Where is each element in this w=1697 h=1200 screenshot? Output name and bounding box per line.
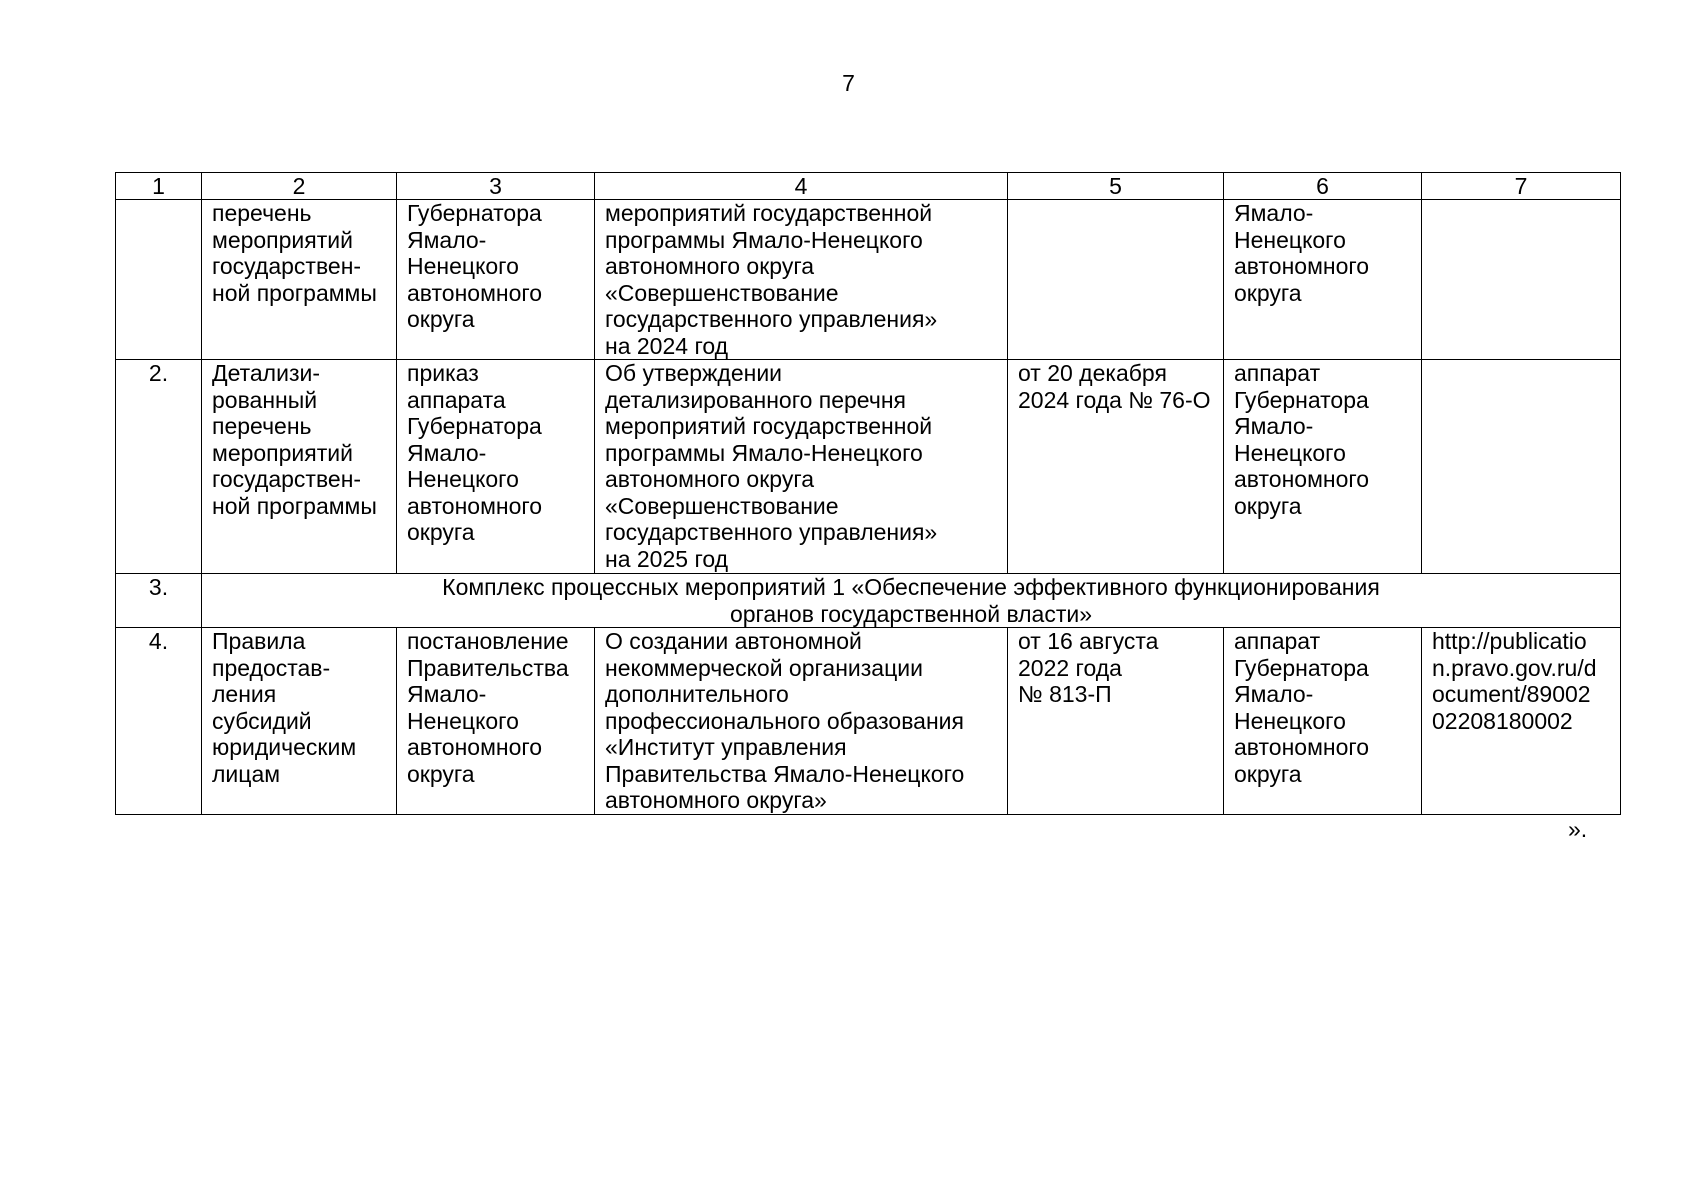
act-title-cell [595, 360, 1008, 574]
cell-line: Губернатора [1234, 386, 1369, 413]
cell-line: профессионального образования [605, 707, 964, 734]
cell-line: автономного округа [605, 253, 814, 279]
act-date-cell [1008, 360, 1224, 574]
cell-line: аппарат [1234, 360, 1321, 386]
document-type-cell [202, 628, 397, 815]
cell-line: Правительства Ямало-Ненецкого [605, 760, 965, 787]
cell-line: автономного [1234, 253, 1370, 279]
document-link-line[interactable]: ocument/89002 [1432, 681, 1591, 707]
cell-line: Правила [212, 628, 306, 654]
cell-line: органов государственной власти» [729, 600, 1093, 627]
cell-line: мероприятий [212, 226, 353, 253]
cell-line: автономного [1234, 734, 1370, 760]
table-row [116, 360, 1621, 574]
document-table [115, 172, 1621, 815]
cell-line: Правительства [407, 654, 569, 681]
cell-line: Ямало- [1234, 200, 1314, 226]
cell-line: детализированного перечня [605, 386, 906, 413]
cell-line: округа [407, 519, 475, 545]
cell-line: 4. [148, 628, 169, 654]
responsible-body-cell [1224, 200, 1422, 360]
cell-line: некоммерческой организации [605, 654, 923, 681]
closing-quote-mark: ». [1568, 816, 1588, 842]
cell-line: Ненецкого [1234, 707, 1346, 734]
cell-line: мероприятий государственной [605, 200, 933, 226]
cell-line: государствен- [212, 466, 362, 492]
column-header-1: 1 [116, 173, 202, 200]
cell-line: от 16 августа [1018, 628, 1159, 654]
cell-line: 2024 года № 76-О [1018, 386, 1211, 413]
cell-line: ной программы [212, 492, 377, 519]
cell-line: лицам [212, 760, 281, 787]
cell-line: Ненецкого [407, 466, 519, 492]
cell-line: округа [407, 760, 475, 787]
cell-line: Губернатора [1234, 654, 1369, 681]
link-cell [1422, 360, 1621, 574]
cell-line: округа [1234, 279, 1302, 306]
act-type-cell [397, 360, 595, 574]
cell-line: Губернатора [407, 413, 542, 439]
cell-line: субсидий [212, 707, 312, 734]
link-cell [1422, 628, 1621, 815]
cell-line: аппарата [407, 386, 506, 413]
section-title-cell [202, 574, 1621, 628]
cell-line: «Институт управления [605, 734, 847, 760]
cell-line: Об утверждении [605, 360, 783, 386]
column-header-5: 5 [1008, 173, 1224, 200]
cell-line: мероприятий государственной [605, 413, 933, 439]
cell-line: государствен- [212, 253, 362, 279]
document-type-cell [202, 200, 397, 360]
cell-line: Ямало- [407, 439, 487, 466]
table-header-row [116, 173, 1621, 200]
cell-line: Ямало- [1234, 681, 1314, 707]
table-row [116, 574, 1621, 628]
column-header-6: 6 [1224, 173, 1422, 200]
cell-line: перечень [212, 200, 312, 226]
cell-line: автономного [407, 279, 543, 306]
cell-line: аппарат [1234, 628, 1321, 654]
document-type-cell [202, 360, 397, 574]
cell-line: автономного [407, 492, 543, 519]
link-cell [1422, 200, 1621, 360]
cell-line: Ненецкого [1234, 439, 1346, 466]
row-number-cell [116, 200, 202, 360]
act-type-cell [397, 628, 595, 815]
row-number-cell [116, 574, 202, 628]
cell-line: на 2024 год [605, 332, 729, 359]
table-row [116, 200, 1621, 360]
cell-line: на 2025 год [605, 545, 729, 572]
cell-line: юридическим [212, 734, 357, 760]
cell-line: округа [407, 306, 475, 332]
document-link-line[interactable]: http://publicatio [1432, 628, 1587, 654]
column-header-4: 4 [595, 173, 1008, 200]
cell-line: государственного управления» [605, 306, 938, 332]
cell-line: автономного [407, 734, 543, 760]
cell-line: мероприятий [212, 439, 353, 466]
cell-line: Ненецкого [407, 707, 519, 734]
cell-line: Ямало- [1234, 413, 1314, 439]
responsible-body-cell [1224, 360, 1422, 574]
cell-line: предостав- [212, 654, 331, 681]
act-title-cell [595, 628, 1008, 815]
document-link-line[interactable]: 02208180002 [1432, 707, 1573, 734]
cell-line: программы Ямало-Ненецкого [605, 226, 923, 253]
cell-line: Ненецкого [407, 253, 519, 279]
cell-line: Детализи- [212, 360, 320, 386]
cell-line: постановление [407, 628, 569, 654]
cell-line: ления [212, 681, 277, 707]
cell-line: ной программы [212, 279, 377, 306]
table-row [116, 628, 1621, 815]
responsible-body-cell [1224, 628, 1422, 815]
cell-line: 3. [148, 574, 169, 600]
row-number-cell [116, 628, 202, 815]
act-date-cell [1008, 628, 1224, 815]
document-link-line[interactable]: n.pravo.gov.ru/d [1432, 654, 1597, 681]
cell-line: автономного [1234, 466, 1370, 492]
act-date-cell [1008, 200, 1224, 360]
cell-line: Ямало- [407, 226, 487, 253]
cell-line: программы Ямало-Ненецкого [605, 439, 923, 466]
cell-line: Губернатора [407, 200, 542, 226]
cell-line: 2. [148, 360, 169, 386]
cell-line: от 20 декабря [1018, 360, 1167, 386]
cell-line: перечень [212, 413, 312, 439]
act-title-cell [595, 200, 1008, 360]
cell-line: округа [1234, 760, 1302, 787]
column-header-3: 3 [397, 173, 595, 200]
cell-line: автономного округа» [605, 787, 827, 813]
column-header-7: 7 [1422, 173, 1621, 200]
cell-line: дополнительного [605, 681, 789, 707]
cell-line: 2022 года [1018, 654, 1122, 681]
column-header-2: 2 [202, 173, 397, 200]
cell-line: Комплекс процессных мероприятий 1 «Обеспечение эффективного функционирования [442, 574, 1380, 600]
cell-line: государственного управления» [605, 519, 938, 545]
cell-line: рованный [212, 386, 318, 413]
cell-line: Ненецкого [1234, 226, 1346, 253]
page-number: 7 [842, 70, 855, 96]
cell-line: О создании автономной [605, 628, 862, 654]
cell-line: Ямало- [407, 681, 487, 707]
cell-line: автономного округа [605, 466, 814, 492]
cell-line: округа [1234, 492, 1302, 519]
act-type-cell [397, 200, 595, 360]
cell-line: приказ [407, 360, 479, 386]
row-number-cell [116, 360, 202, 574]
cell-line: № 813-П [1018, 681, 1112, 707]
cell-line: «Совершенствование [605, 492, 839, 519]
cell-line: «Совершенствование [605, 279, 839, 306]
